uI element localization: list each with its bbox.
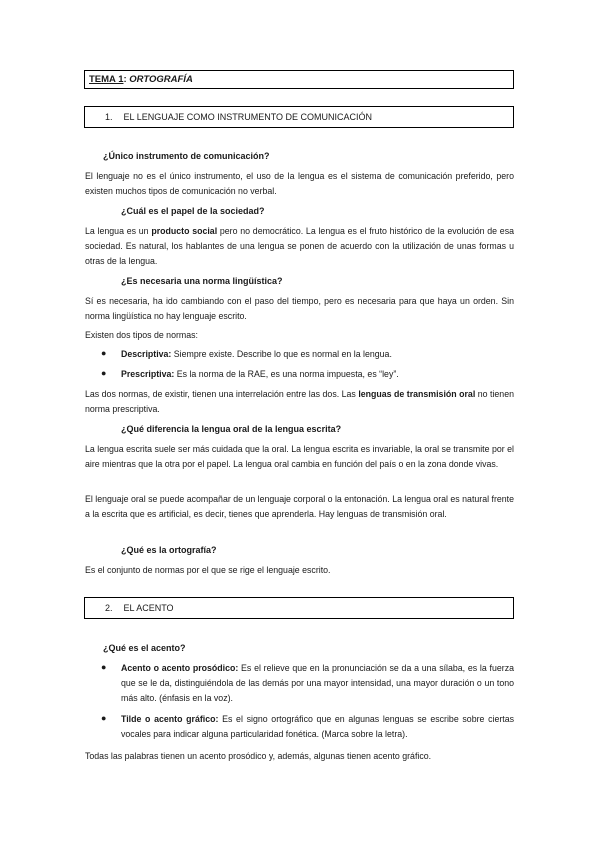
paragraph-diferencia: La lengua escrita suele ser más cuidada que la oral. La lengua escrita es invariable, la oral se transmite por el aire mientras que la otra por el papel. La lengua oral cambia en función del país o en la zona donde vivas. — [85, 444, 514, 469]
question-diferencia-oral-escrita: ¿Qué diferencia la lengua oral de la lengua escrita? — [121, 424, 342, 434]
tema-colon: : — [123, 74, 127, 85]
paragraph-tipos-normas: Existen dos tipos de normas: — [85, 330, 198, 340]
section-1-number: 1. — [105, 112, 113, 122]
section-1-title: EL LENGUAJE COMO INSTRUMENTO DE COMUNICACIÓN — [123, 112, 373, 122]
list-item-descriptiva: Descriptiva: Siempre existe. Describe lo que es normal en la lengua. — [121, 349, 392, 359]
question-acento: ¿Qué es el acento? — [103, 643, 186, 653]
question-papel-sociedad: ¿Cuál es el papel de la sociedad? — [121, 206, 265, 216]
paragraph-interrelacion: Las dos normas, de existir, tienen una interrelación entre las dos. Las lenguas de transmisión oral no tienen norma prescriptiva. — [85, 389, 514, 414]
paragraph-lenguaje-oral: El lenguaje oral se puede acompañar de un lenguaje corporal o la entonación. La lengua oral es natural frente a la escrita que es artificial, es decir, tienes que aprenderla. Hay lenguas de transmisión oral. — [85, 494, 514, 519]
paragraph-ortografia: Es el conjunto de normas por el que se rige el lenguaje escrito. — [85, 565, 331, 575]
section-1-heading — [84, 106, 514, 128]
section-2-heading — [84, 597, 514, 619]
list-item-acento-prosodico: Acento o acento prosódico: Es el relieve que en la pronunciación se da a una sílaba, es la fuerza que se le da, distinguiéndola de las demás por una mayor intensidad, una mayor duración o un tono más alto. (énfasis en la voz). — [121, 663, 514, 703]
bullet-icon: ● — [101, 713, 107, 723]
paragraph-sociedad: La lengua es un producto social pero no democrático. La lengua es el fruto histórico de la evolución de esa sociedad. Es natural, los hablantes de una lengua se ponen de acuerdo con la utilización de unas formas u otras de la lengua. — [85, 226, 514, 266]
tema-title: ORTOGRAFÍA — [129, 74, 193, 85]
section-2-title: EL ACENTO — [123, 603, 174, 613]
paragraph-todas-palabras: Todas las palabras tienen un acento prosódico y, además, algunas tienen acento gráfico. — [85, 751, 432, 761]
term-lenguas-transmision-oral: lenguas de transmisión oral — [358, 389, 476, 399]
tema-title-box — [84, 70, 514, 89]
bullet-icon: ● — [101, 662, 107, 672]
paragraph-instrumento: El lenguaje no es el único instrumento, el uso de la lengua es el sistema de comunicación preferido, pero existen muchos tipos de comunicación no verbal. — [85, 171, 514, 196]
list-item-acento-grafico: Tilde o acento gráfico: Es el signo ortográfico que en algunas lenguas se escribe sobre ciertas vocales para indicar alguna particularidad fonética. (Marca sobre la letra). — [121, 714, 514, 739]
question-ortografia: ¿Qué es la ortografía? — [121, 545, 217, 555]
question-unico-instrumento: ¿Único instrumento de comunicación? — [103, 151, 270, 161]
section-2-number: 2. — [105, 603, 113, 613]
term-producto-social: producto social — [151, 226, 218, 236]
question-norma-linguistica: ¿Es necesaria una norma lingüística? — [121, 276, 283, 286]
bullet-icon: ● — [101, 348, 107, 358]
tema-label: TEMA 1 — [89, 74, 124, 85]
paragraph-norma: Sí es necesaria, ha ido cambiando con el paso del tiempo, pero es necesaria para que haya un orden. Sin norma lingüística no hay lenguaje escrito. — [85, 296, 514, 321]
bullet-icon: ● — [101, 368, 107, 378]
list-item-prescriptiva: Prescriptiva: Es la norma de la RAE, es una norma impuesta, es “ley”. — [121, 369, 399, 379]
